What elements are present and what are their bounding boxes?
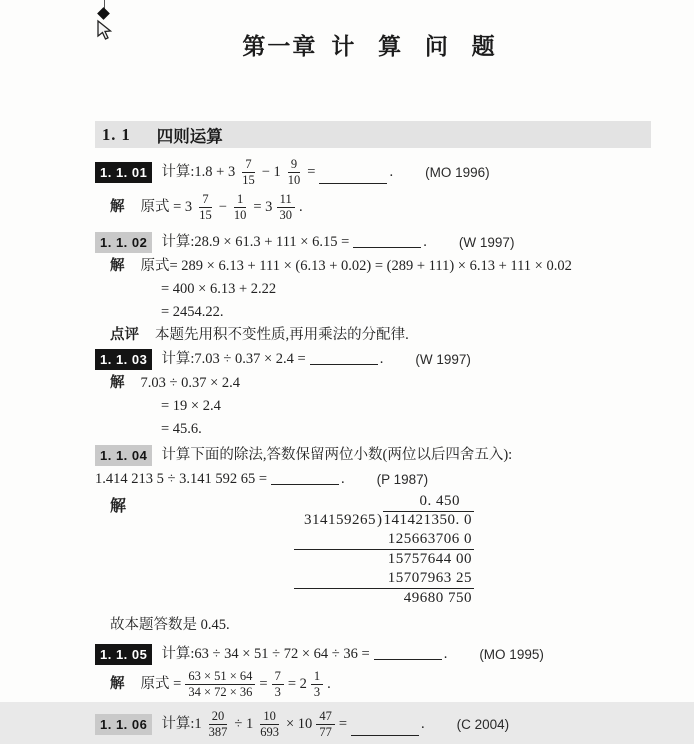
problem-source: (P 1987) — [376, 472, 429, 487]
solution-label: 解 — [110, 498, 127, 515]
solution-1-1-05 — [95, 669, 651, 700]
comment-text: 本题先用积不变性质,再用乘法的分配律. — [155, 327, 409, 343]
problem-source: (W 1997) — [458, 235, 515, 250]
solution-1-1-04 — [95, 493, 651, 608]
fraction: $\frac{1}{10}$ — [233, 192, 247, 222]
fraction: $\frac{20}{387}$ — [208, 709, 228, 739]
solution-text: = 400 × 6.13 + 2.22 — [161, 281, 277, 297]
fraction: $\frac{7}{15}$ — [199, 192, 212, 222]
division-dividend: 141421350. 0 — [383, 512, 473, 528]
solution-text: = 19 × 2.4 — [161, 398, 221, 414]
problem-number-badge: 1. 1. 02 — [95, 232, 152, 253]
section-number: 1. 1 — [102, 124, 131, 144]
conclusion-text: 故本题答数是 0.45. — [110, 617, 230, 633]
problem-number-badge: 1. 1. 01 — [95, 162, 152, 183]
answer-blank — [319, 183, 387, 184]
division-step: 15707963 25 — [294, 569, 474, 589]
answer-blank — [374, 659, 442, 660]
solution-1-1-01 — [95, 192, 651, 223]
problem-1-1-05 — [95, 644, 651, 665]
solution-1-1-03-line2 — [95, 397, 651, 416]
fraction: $\frac{11}{30}$ — [276, 192, 295, 223]
fraction: $\frac{7}{3}$ — [272, 669, 284, 700]
solution-1-1-02-line1 — [95, 257, 651, 276]
division-remainder: 49680 750 — [403, 590, 473, 606]
solution-label: 解 — [110, 375, 125, 391]
solution-label: 解 — [110, 676, 125, 692]
page-content — [95, 0, 651, 744]
problem-statement: 计算:1 $\frac{20}{387}$ ÷ 1 $\frac{10}{693}$ × 10 $\frac{47}{77}$ = . — [161, 709, 425, 739]
division-step-row — [294, 530, 474, 550]
solution-text: = 2454.22. — [161, 304, 224, 320]
problem-statement: 计算:63 ÷ 34 × 51 ÷ 72 × 64 ÷ 36 = . — [161, 646, 448, 662]
problem-number-badge: 1. 1. 05 — [95, 644, 152, 665]
solution-math: 原式 = $\frac{63 \times 51 \times 64}{34 \times 72 \times 36}$ = $\frac{7}{3}$ = 2 $\frac{1}{3}$ . — [140, 669, 331, 699]
division-step: 15757644 00 — [387, 551, 473, 567]
solution-1-1-03-line1 — [95, 374, 651, 393]
fraction: $\frac{10}{693}$ — [260, 709, 279, 739]
solution-1-1-04-conclusion — [95, 616, 651, 635]
comment-label: 点评 — [110, 327, 139, 343]
division-bracket: ) — [377, 512, 383, 528]
problem-1-1-04 — [95, 445, 651, 466]
solution-text: 原式= 289 × 6.13 + 111 × (6.13 + 0.02) = (289 + 111) × 6.13 + 111 × 0.02 — [140, 258, 572, 274]
fraction: $\frac{1}{3}$ — [311, 669, 323, 700]
fraction: $\frac{7}{15}$ — [242, 157, 255, 187]
answer-blank — [351, 735, 419, 736]
problem-statement: 计算:28.9 × 61.3 + 111 × 6.15 = . — [161, 234, 427, 250]
problem-source: (MO 1995) — [479, 647, 544, 662]
quotient-value: 0. 450 — [419, 493, 461, 509]
solution-text: 7.03 ÷ 0.37 × 2.4 — [140, 375, 241, 391]
fraction: $\frac{9}{10}$ — [287, 157, 301, 187]
section-header — [95, 121, 651, 148]
solution-1-1-02-line3 — [95, 303, 651, 322]
problem-number-badge: 1. 1. 04 — [95, 445, 152, 466]
problem-statement-line2: 1.414 213 5 ÷ 3.141 592 65 = . — [95, 471, 345, 487]
problem-1-1-01 — [95, 157, 651, 188]
comment-1-1-02 — [95, 326, 651, 345]
problem-1-1-06 — [95, 709, 651, 740]
fraction: $\frac{63 \times 51 \times 64}{34 \times 72 \times 36}$ — [185, 669, 255, 700]
answer-blank — [310, 364, 378, 365]
section-title: 四则运算 — [156, 126, 223, 146]
division-step-row — [294, 550, 474, 569]
problem-1-1-03 — [95, 349, 651, 370]
division-step: 125663706 0 — [294, 530, 474, 550]
solution-label: 解 — [110, 258, 125, 274]
problem-statement: 计算:7.03 ÷ 0.37 × 2.4 = . — [161, 351, 384, 367]
solution-math: 原式 = 3 $\frac{7}{15}$ − $\frac{1}{10}$ = 3 $\frac{11}{30}$ . — [140, 192, 303, 222]
division-step-row — [294, 569, 474, 589]
division-divisor: 314159265 — [304, 512, 377, 528]
division-quotient — [294, 493, 474, 510]
solution-1-1-02-line2 — [95, 280, 651, 299]
chapter-title — [95, 28, 651, 61]
answer-blank — [271, 484, 339, 485]
problem-number-badge: 1. 1. 03 — [95, 349, 152, 370]
problem-1-1-04-line2 — [95, 470, 651, 489]
problem-number-badge: 1. 1. 06 — [95, 714, 152, 735]
problem-1-1-02 — [95, 232, 651, 253]
solution-label: 解 — [110, 199, 125, 215]
solution-1-1-03-line3 — [95, 420, 651, 439]
fraction: $\frac{47}{77}$ — [316, 709, 335, 740]
solution-text: = 45.6. — [161, 421, 202, 437]
division-step-row — [294, 589, 474, 608]
chapter-name: 计 算 问 题 — [331, 34, 504, 59]
division-bracket-row — [294, 511, 474, 530]
answer-blank — [353, 247, 421, 248]
problem-source: (C 2004) — [456, 717, 510, 732]
problem-source: (MO 1996) — [425, 165, 490, 180]
chapter-number: 第一章 — [242, 34, 318, 59]
long-division — [294, 493, 474, 608]
problem-source: (W 1997) — [415, 352, 471, 367]
problem-statement-line1: 计算下面的除法,答数保留两位小数(两位以后四舍五入): — [161, 447, 513, 463]
problem-statement: 计算:1.8 + 3 $\frac{7}{15}$ − 1 $\frac{9}{10}$ = . — [161, 157, 394, 187]
